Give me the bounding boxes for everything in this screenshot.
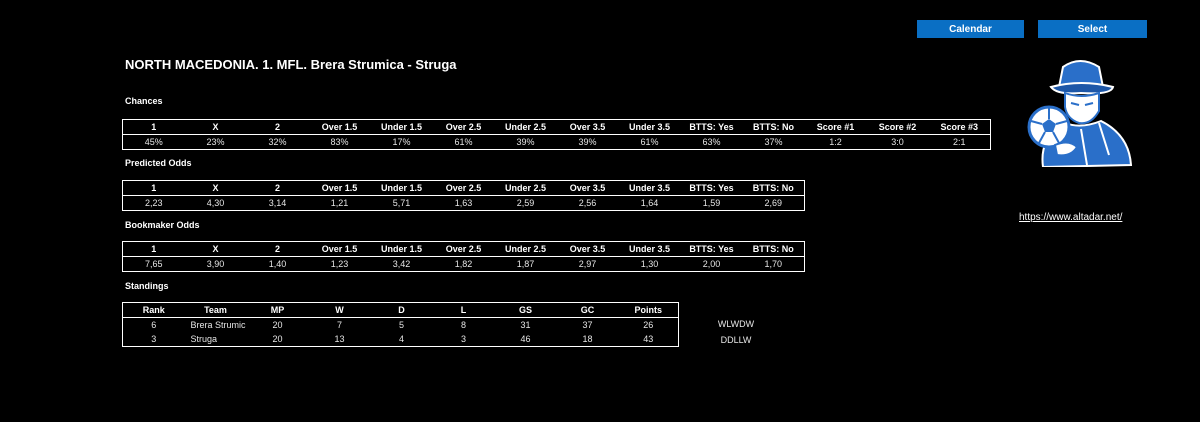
table-cell: 3: [460, 334, 466, 344]
table-cell: 1,21: [330, 198, 349, 208]
table-cell: 7,65: [144, 259, 163, 269]
table-cell: 7: [336, 320, 342, 330]
chances-label: Chances: [125, 96, 163, 106]
column-header: BTTS: Yes: [681, 120, 743, 135]
table-cell: 1,64: [640, 198, 659, 208]
column-header: Score #2: [867, 120, 929, 135]
column-header: BTTS: No: [743, 242, 805, 257]
column-header: Over 2.5: [433, 120, 495, 135]
chances-table: [122, 119, 991, 150]
column-header: Under 2.5: [495, 120, 557, 135]
table-cell: 43: [643, 334, 654, 344]
column-header: Under 3.5: [619, 181, 681, 196]
table-cell: 6: [151, 320, 157, 330]
table-cell: 46: [520, 334, 531, 344]
team-form: DDLLW: [720, 335, 752, 345]
column-header: Under 1.5: [371, 120, 433, 135]
table-cell: 2,97: [578, 259, 597, 269]
table-cell: 45%: [144, 137, 163, 147]
column-header: GC: [557, 303, 619, 318]
table-cell: 1,70: [764, 259, 783, 269]
column-header: Over 3.5: [557, 181, 619, 196]
table-cell: 2:1: [952, 137, 966, 147]
table-cell: 32%: [268, 137, 287, 147]
table-cell: 2,59: [516, 198, 535, 208]
table-cell: 61%: [640, 137, 659, 147]
header-row: [123, 181, 805, 196]
table-cell: 4,30: [206, 198, 225, 208]
table-cell: 1,87: [516, 259, 535, 269]
table-cell: 1,63: [454, 198, 473, 208]
column-header: Over 3.5: [557, 242, 619, 257]
select-button[interactable]: Select: [1038, 20, 1147, 38]
table-cell: 18: [582, 334, 593, 344]
table-row: [123, 318, 679, 333]
column-header: Score #1: [805, 120, 867, 135]
column-header: D: [371, 303, 433, 318]
table-cell: 3,42: [392, 259, 411, 269]
column-header: Under 1.5: [371, 181, 433, 196]
website-link[interactable]: https://www.altadar.net/: [1019, 212, 1123, 223]
table-cell: 5,71: [392, 198, 411, 208]
table-row: [123, 135, 991, 150]
standings-table: [122, 302, 679, 347]
column-header: 2: [247, 120, 309, 135]
column-header: 2: [247, 242, 309, 257]
table-cell: 1,30: [640, 259, 659, 269]
table-cell: 3: [151, 334, 157, 344]
table-cell: 1,23: [330, 259, 349, 269]
table-cell: 1,82: [454, 259, 473, 269]
column-header: BTTS: No: [743, 120, 805, 135]
column-header: 1: [123, 242, 185, 257]
column-header: Points: [619, 303, 679, 318]
table-cell: 1:2: [829, 137, 842, 147]
column-header: Over 1.5: [309, 181, 371, 196]
table-cell: 1,40: [268, 259, 287, 269]
header-row: [123, 120, 991, 135]
column-header: Under 3.5: [619, 120, 681, 135]
detective-with-soccer-ball-icon: [1025, 55, 1135, 167]
table-cell: 23%: [206, 137, 225, 147]
table-row: [123, 257, 805, 272]
table-cell: 3:0: [891, 137, 904, 147]
column-header: 1: [123, 181, 185, 196]
table-cell: 2,23: [144, 198, 163, 208]
team-name: Struga: [190, 334, 218, 344]
column-header: Over 2.5: [433, 242, 495, 257]
table-cell: 5: [398, 320, 404, 330]
table-cell: 1,59: [702, 198, 721, 208]
calendar-button[interactable]: Calendar: [917, 20, 1024, 38]
bookmaker-odds-table: [122, 241, 805, 272]
table-cell: 61%: [454, 137, 473, 147]
column-header: X: [185, 242, 247, 257]
table-cell: 2,56: [578, 198, 597, 208]
table-cell: 13: [334, 334, 345, 344]
table-cell: 83%: [330, 137, 349, 147]
predicted-odds-label: Predicted Odds: [125, 158, 192, 168]
table-cell: 17%: [392, 137, 411, 147]
column-header: MP: [247, 303, 309, 318]
table-cell: 31: [520, 320, 531, 330]
table-cell: 4: [398, 334, 404, 344]
column-header: Team: [185, 303, 247, 318]
table-cell: 37%: [764, 137, 783, 147]
table-cell: 3,90: [206, 259, 225, 269]
column-header: Over 2.5: [433, 181, 495, 196]
column-header: GS: [495, 303, 557, 318]
table-cell: 2,00: [702, 259, 721, 269]
column-header: Over 1.5: [309, 242, 371, 257]
column-header: BTTS: No: [743, 181, 805, 196]
standings-label: Standings: [125, 281, 169, 291]
table-cell: 3,14: [268, 198, 287, 208]
table-cell: 63%: [702, 137, 721, 147]
team-form: WLWDW: [717, 319, 755, 329]
column-header: Under 3.5: [619, 242, 681, 257]
column-header: Under 2.5: [495, 181, 557, 196]
column-header: BTTS: Yes: [681, 181, 743, 196]
table-cell: 39%: [516, 137, 535, 147]
table-cell: 8: [460, 320, 466, 330]
header-row: [123, 242, 805, 257]
column-header: W: [309, 303, 371, 318]
column-header: BTTS: Yes: [681, 242, 743, 257]
table-cell: 20: [272, 320, 283, 330]
table-cell: 26: [643, 320, 654, 330]
bookmaker-odds-label: Bookmaker Odds: [125, 220, 200, 230]
predicted-odds-table: [122, 180, 805, 211]
column-header: Score #3: [929, 120, 991, 135]
table-cell: 37: [582, 320, 593, 330]
column-header: Over 1.5: [309, 120, 371, 135]
column-header: 2: [247, 181, 309, 196]
team-name: Brera Strumic: [190, 320, 246, 330]
table-row: [123, 332, 679, 347]
column-header: Over 3.5: [557, 120, 619, 135]
column-header: 1: [123, 120, 185, 135]
table-cell: 20: [272, 334, 283, 344]
table-cell: 39%: [578, 137, 597, 147]
column-header: Rank: [123, 303, 185, 318]
column-header: Under 2.5: [495, 242, 557, 257]
table-cell: 2,69: [764, 198, 783, 208]
column-header: Under 1.5: [371, 242, 433, 257]
column-header: L: [433, 303, 495, 318]
header-row: [123, 303, 679, 318]
column-header: X: [185, 120, 247, 135]
table-row: [123, 196, 805, 211]
page-title: NORTH MACEDONIA. 1. MFL. Brera Strumica - Struga: [125, 57, 457, 72]
column-header: X: [185, 181, 247, 196]
